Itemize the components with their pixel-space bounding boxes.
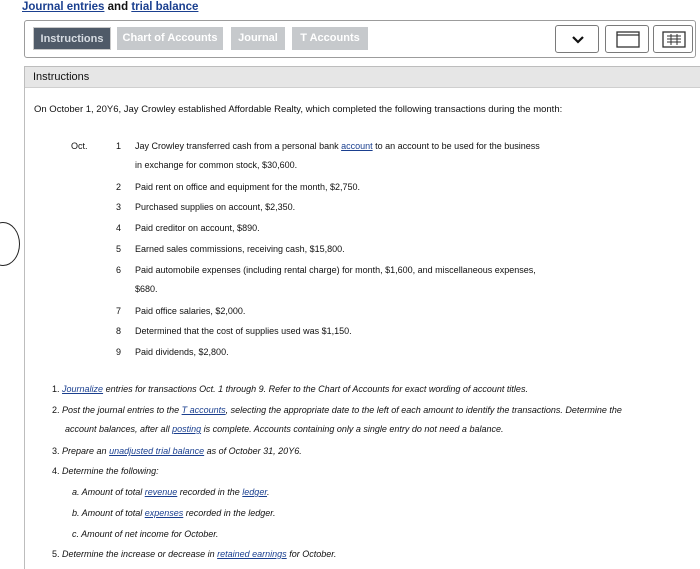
requirement-text: Post the journal entries to the (62, 405, 182, 415)
tab-t-accounts[interactable]: T Accounts (292, 27, 368, 50)
requirement-number: 3. (52, 446, 60, 456)
requirement-text: , selecting the appropriate date to the left of each amount to identify the transactions. Determine the (225, 405, 622, 415)
requirement-text: recorded in the ledger. (183, 508, 276, 518)
page-title (22, 1, 198, 13)
transaction-number: 8 (115, 326, 121, 336)
requirement-2 (52, 405, 622, 415)
transaction-text: Earned sales commissions, receiving cash, $15,800. (135, 244, 345, 254)
requirement-number: 2. (52, 405, 60, 415)
journalize-link[interactable]: Journalize (62, 384, 104, 394)
transaction-number: 7 (115, 306, 121, 316)
panel-heading: Instructions (33, 71, 90, 83)
requirement-number: 4. (52, 466, 60, 476)
transaction-number: 3 (115, 202, 121, 212)
requirement-text: Determine the increase or decrease in (62, 549, 218, 559)
t-accounts-link[interactable]: T accounts (181, 405, 226, 415)
transaction-text-part: to an account to be used for the business (372, 141, 540, 151)
expenses-link[interactable]: expenses (144, 508, 184, 518)
dropdown-button[interactable] (555, 25, 599, 53)
transaction-number: 2 (115, 182, 121, 192)
transaction-text: Paid dividends, $2,800. (135, 347, 229, 357)
chevron-down-icon (556, 26, 600, 54)
transaction-number: 9 (115, 347, 121, 357)
month-label: Oct. (71, 141, 88, 151)
side-arc-decoration (0, 222, 20, 266)
unadjusted-trial-balance-link[interactable]: unadjusted trial balance (109, 446, 205, 456)
transaction-text-continued: $680. (135, 284, 158, 294)
transaction-text: Paid creditor on account, $890. (135, 223, 260, 233)
tab-toolbar (24, 20, 696, 58)
transaction-number: 5 (115, 244, 121, 254)
requirement-2-continued (65, 424, 503, 434)
journal-entries-link[interactable]: Journal entries (22, 1, 105, 13)
requirement-text: account balances, after all (65, 424, 173, 434)
transaction-number: 6 (115, 265, 121, 275)
single-view-button[interactable] (605, 25, 649, 53)
trial-balance-link[interactable]: trial balance (131, 1, 199, 13)
requirement-4c: c. Amount of net income for October. (72, 529, 219, 539)
requirement-text: . (266, 487, 270, 497)
requirement-text: for October. (286, 549, 337, 559)
transaction-text: Paid rent on office and equipment for the month, $2,750. (135, 182, 360, 192)
list-view-button[interactable] (653, 25, 693, 53)
requirement-number: 5. (52, 549, 60, 559)
requirement-text: Prepare an (62, 446, 110, 456)
requirement-text: a. Amount of total (72, 487, 145, 497)
requirement-1 (52, 384, 528, 394)
transaction-text-part: Jay Crowley transferred cash from a personal bank (135, 141, 342, 151)
requirement-text: recorded in the (177, 487, 243, 497)
transaction-text: Paid automobile expenses (including rental charge) for month, $1,600, and miscellaneous expenses, (135, 265, 536, 275)
title-joiner: and (107, 1, 129, 13)
requirement-4 (52, 466, 159, 476)
requirement-text: Determine the following: (62, 466, 159, 476)
transaction-text: Purchased supplies on account, $2,350. (135, 202, 296, 212)
account-link[interactable]: account (341, 141, 373, 151)
transaction-text-continued: in exchange for common stock, $30,600. (135, 160, 298, 170)
revenue-link[interactable]: revenue (144, 487, 178, 497)
transaction-text (135, 141, 540, 151)
tab-journal[interactable]: Journal (231, 27, 285, 50)
panel-header (25, 67, 700, 88)
transaction-number: 1 (115, 141, 121, 151)
tab-chart-of-accounts[interactable]: Chart of Accounts (117, 27, 223, 50)
requirement-text: b. Amount of total (72, 508, 145, 518)
ledger-link[interactable]: ledger (242, 487, 267, 497)
requirement-text: is complete. Accounts containing only a single entry do not need a balance. (201, 424, 504, 434)
requirement-number: 1. (52, 384, 60, 394)
transaction-text: Paid office salaries, $2,000. (135, 306, 246, 316)
requirement-3 (52, 446, 302, 456)
requirement-text: entries for transactions Oct. 1 through 9. Refer to the Chart of Accounts for exact wording of account titles. (103, 384, 528, 394)
posting-link[interactable]: posting (172, 424, 202, 434)
tab-instructions[interactable]: Instructions (33, 27, 111, 50)
transaction-text: Determined that the cost of supplies used was $1,150. (135, 326, 352, 336)
requirement-4a (72, 487, 270, 497)
requirement-5 (52, 549, 336, 559)
window-view-icon (606, 26, 650, 54)
transaction-number: 4 (115, 223, 121, 233)
retained-earnings-link[interactable]: retained earnings (217, 549, 287, 559)
requirement-text: as of October 31, 20Y6. (204, 446, 302, 456)
list-view-icon (654, 26, 694, 54)
requirement-4b (72, 508, 275, 518)
intro-text: On October 1, 20Y6, Jay Crowley established Affordable Realty, which completed the following transactions during the month: (34, 104, 563, 115)
